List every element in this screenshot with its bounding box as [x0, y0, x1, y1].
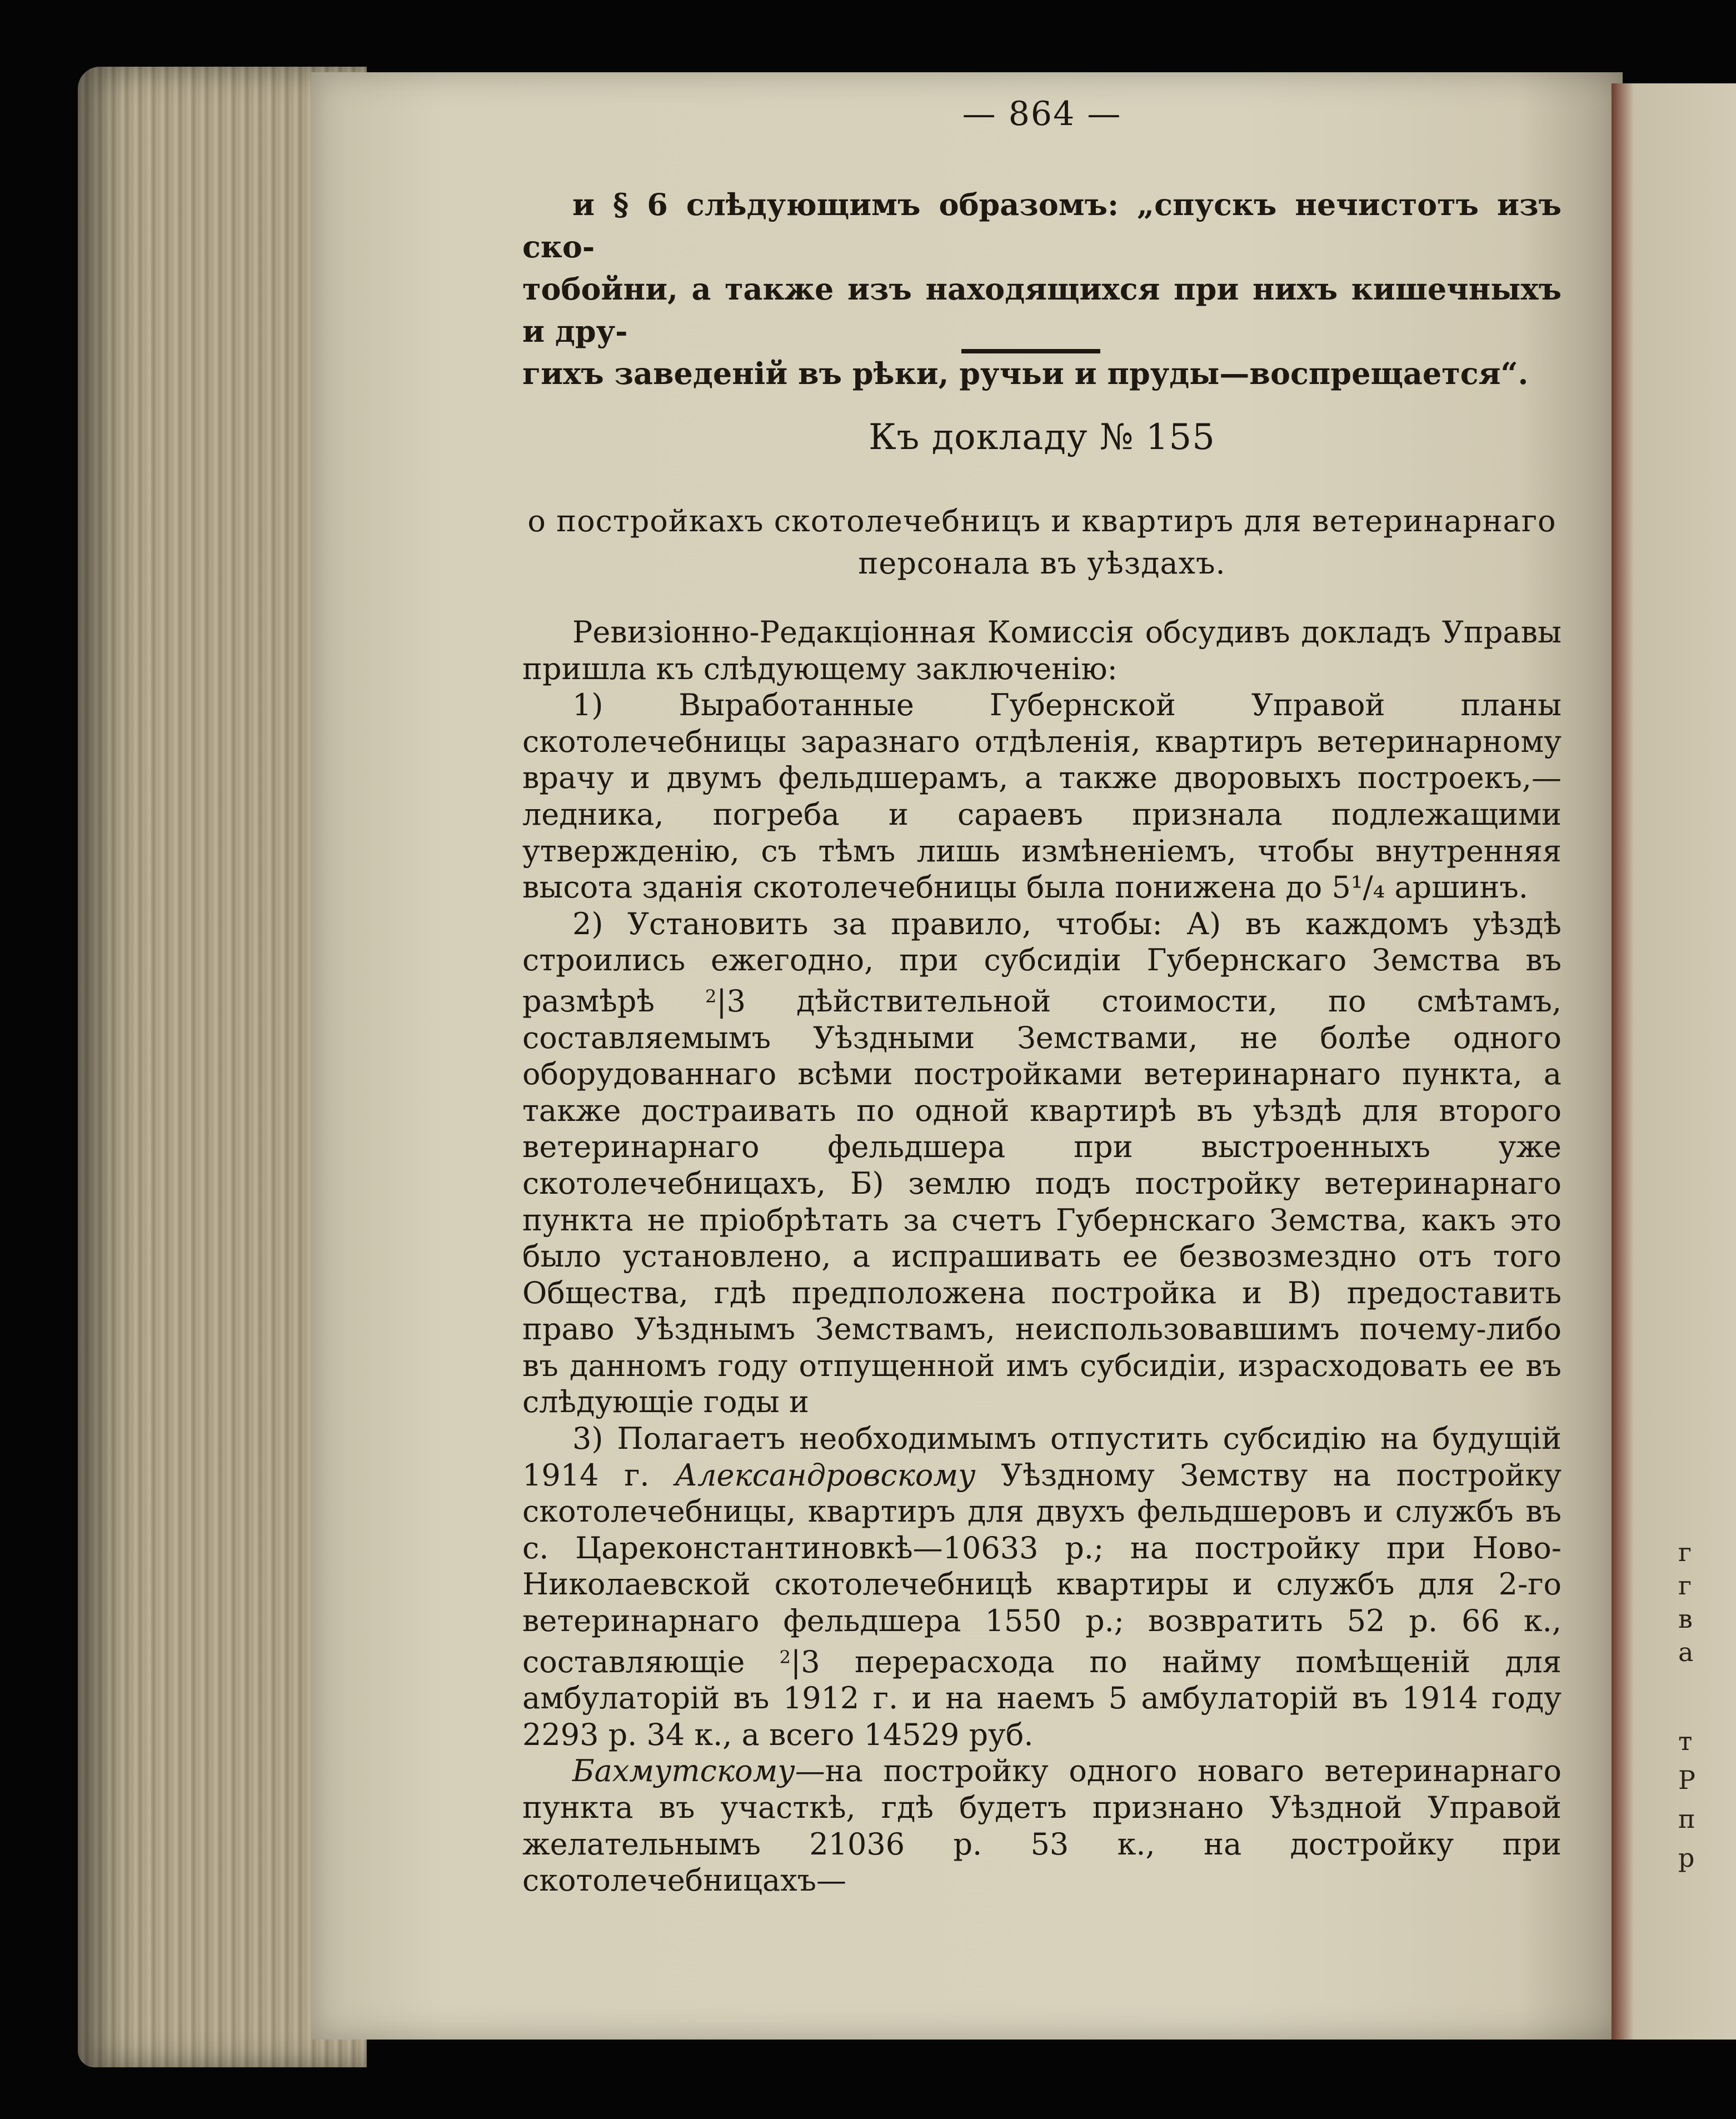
- page-number: — 864 —: [962, 94, 1122, 133]
- report-body: [522, 614, 1562, 1899]
- adjacent-page-fragment: Р: [1678, 1765, 1695, 1795]
- book-page: [311, 72, 1623, 2040]
- item-3-text: 3) Полагаетъ необходимымъ отпустить субсидію на будущій 1914 г.: [522, 1421, 1562, 1493]
- paragraph-item-4: [522, 1753, 1562, 1898]
- carryover-paragraph: [522, 183, 1562, 395]
- carryover-line: тобойни, а также изъ находящихся при нихъ кишечныхъ и дру-: [522, 271, 1562, 349]
- zemstvo-name: Александровскому: [675, 1457, 976, 1493]
- adjacent-page: [1612, 83, 1736, 2040]
- item-3-text: перерасхода по найму помѣщеній для амбулаторій въ 1912 г. и на наемъ 5 амбулаторій въ 1914 году 2293 р. 34 к., а всего 14529 руб.: [522, 1644, 1562, 1752]
- fraction-numerator: 2: [779, 1646, 791, 1668]
- adjacent-page-fragment: п: [1678, 1804, 1695, 1834]
- zemstvo-name: Бахмутскому: [572, 1753, 795, 1789]
- item-3-text: Уѣздному Земству на постройку скотолечебницы, квартиръ для двухъ фельдшеровъ и службъ въ с. Цареконстантиновкѣ—10633 р.; на постройку при Ново-Николаевской скотолечебницѣ квартиры и службъ для 2-го ветеринарнаго фельдшера 1550 р.; возвратить 52 р. 66 к., составляющіе: [522, 1457, 1562, 1679]
- section-heading: Къ докладу № 155: [869, 417, 1215, 458]
- fraction-numerator: 2: [705, 985, 717, 1007]
- section-divider: [961, 349, 1100, 353]
- adjacent-page-fragment: т: [1678, 1726, 1693, 1756]
- adjacent-page-fragment: г: [1678, 1537, 1692, 1567]
- carryover-line: и § 6 слѣдующимъ образомъ: „спускъ нечистотъ изъ ско-: [522, 187, 1562, 265]
- adjacent-page-fragment: в: [1678, 1604, 1693, 1634]
- item-4-text: —на постройку одного новаго ветеринарнаго пункта въ участкѣ, гдѣ будетъ признано Уѣздной Управой желательнымъ 21036 р. 53 к., на достройку при скотолечебницахъ—: [522, 1753, 1562, 1898]
- item-2-text: дѣйствительной стоимости, по смѣтамъ, составляемымъ Уѣздными Земствами, не болѣе одного оборудованнаго всѣми постройками ветеринарнаго пункта, а также достраивать по одной квартирѣ въ уѣздѣ для второго ветеринарнаго фельдшера при выстроенныхъ уже скотолечебницахъ, Б) землю подъ постройку ветеринарнаго пункта не пріобрѣтать за счетъ Губернскаго Земства, какъ это было установлено, а испрашивать ее безвозмездно отъ того Общества, гдѣ предположена постройка и В) предоставить право Уѣзднымъ Земствамъ, неиспользовавшимъ почему-либо въ данномъ году отпущенной имъ субсидіи, израсходовать ее въ слѣдующіе годы и: [522, 983, 1562, 1420]
- fraction-denominator: 3: [801, 1644, 820, 1679]
- adjacent-page-fragment: р: [1678, 1843, 1695, 1873]
- carryover-line: гихъ заведеній въ рѣки, ручьи и пруды—воспрещается“.: [522, 356, 1529, 391]
- subheading-line: персонала въ уѣздахъ.: [858, 546, 1226, 581]
- subheading-line: о постройкахъ скотолечебницъ и квартиръ для ветеринарнаго: [527, 503, 1557, 539]
- fraction-denominator: 3: [726, 983, 746, 1019]
- paragraph-intro: Ревизіонно-Редакціонная Комиссія обсудивъ докладъ Управы пришла къ слѣдующему заключенію:: [522, 615, 1562, 686]
- section-subheading: [522, 500, 1562, 585]
- adjacent-page-fragment: г: [1678, 1570, 1692, 1601]
- paragraph-item-1: 1) Выработанные Губернской Управой планы скотолечебницы заразнаго отдѣленія, квартиръ ветеринарному врачу и двумъ фельдшерамъ, а также дворовыхъ построекъ,—ледника, погреба и сараевъ признала подлежащими утвержденію, съ тѣмъ лишь измѣненіемъ, чтобы внутренняя высота зданія скотолечебницы была понижена до 5¹/₄ аршинъ.: [522, 687, 1562, 905]
- adjacent-page-fragment: а: [1678, 1637, 1694, 1667]
- item-2-text: 2) Установить за правило, чтобы: А) въ каждомъ уѣздѣ строились ежегодно, при субсидіи Губернскаго Земства въ размѣрѣ: [522, 906, 1562, 1019]
- paragraph-item-3: 3) Полагаетъ необходимымъ отпустить субсидію на будущій 1914 г. Александровскому Уѣздному Земству на постройку скотолечебницы, квартиръ для двухъ фельдшеровъ и службъ въ с. Цареконстантиновкѣ—10633 р.; на постройку при Ново-Николаевской скотолечебницѣ квартиры и службъ для 2-го ветеринарнаго фельдшера 1550 р.; возвратить 52 р. 66 к., составляющіе $^2$|3 перерасхода по найму помѣщеній для амбулаторій въ 1912 г. и на наемъ 5 амбулаторій въ 1914 году 2293 р. 34 к., а всего 14529 руб.: [522, 1421, 1562, 1752]
- paragraph-item-2: 2) Установить за правило, чтобы: А) въ каждомъ уѣздѣ строились ежегодно, при субсидіи Губернскаго Земства въ размѣрѣ $^2$|3 дѣйствительной стоимости, по смѣтамъ, составляемымъ Уѣздными Земствами, не болѣе одного оборудованнаго всѣми постройками ветеринарнаго пункта, а также достраивать по одной квартирѣ въ уѣздѣ для второго ветеринарнаго фельдшера при выстроенныхъ уже скотолечебницахъ, Б) землю подъ постройку ветеринарнаго пункта не пріобрѣтать за счетъ Губернскаго Земства, какъ это было установлено, а испрашивать ее безвозмездно отъ того Общества, гдѣ предположена постройка и В) предоставить право Уѣзднымъ Земствамъ, неиспользовавшимъ почему-либо въ данномъ году отпущенной имъ субсидіи, израсходовать ее въ слѣдующіе годы и: [522, 906, 1562, 1420]
